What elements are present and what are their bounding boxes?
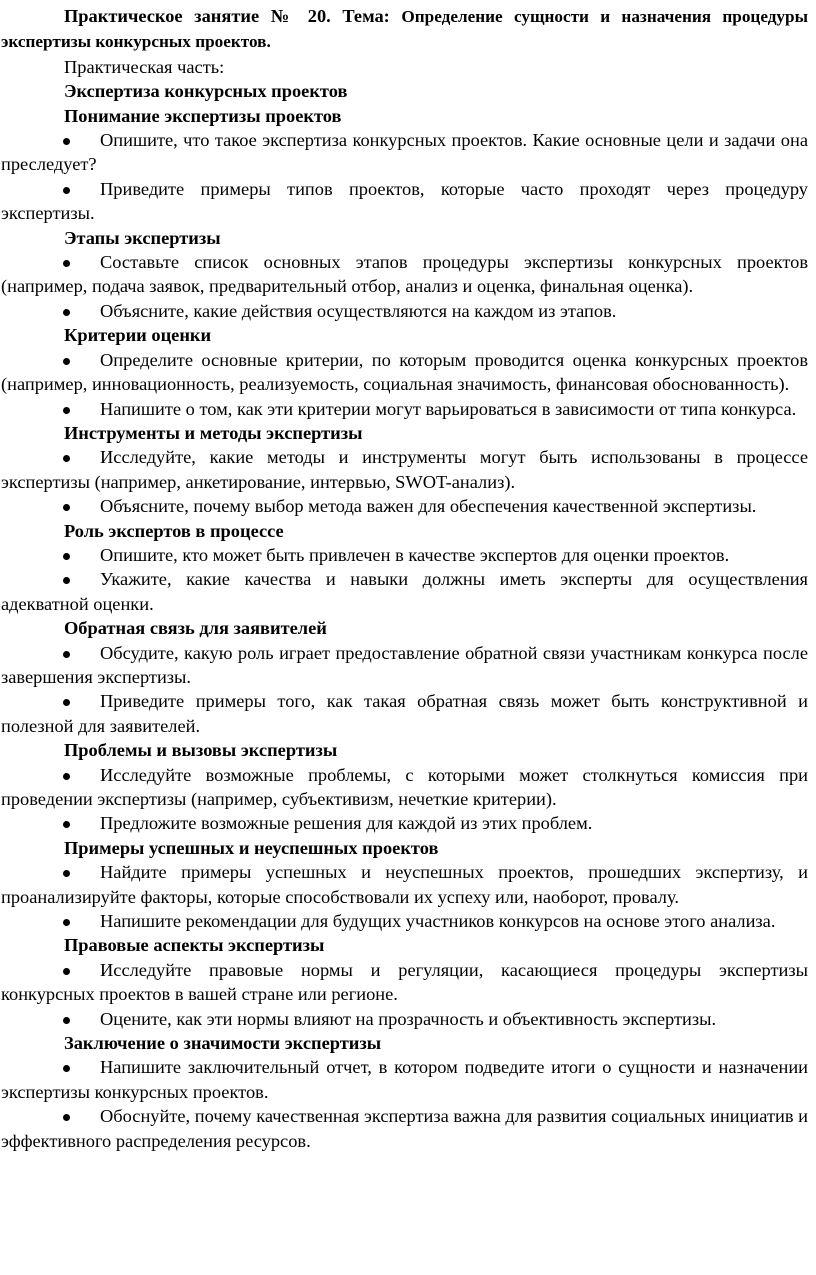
bullet-icon	[63, 699, 70, 706]
bullet-icon	[63, 577, 70, 584]
list-item	[1, 397, 808, 421]
title-topic: Определение сущности и назначения процедуры экспертизы конкурсных проектов.	[1, 7, 808, 52]
list-item-text: Обоснуйте, почему качественная экспертиза важна для развития социальных инициатив и эффективного распределения ресурсов.	[1, 1106, 808, 1151]
bullet-icon	[63, 504, 70, 511]
bullet-icon	[63, 821, 70, 828]
bullet-icon	[63, 358, 70, 365]
list-item-text: Напишите рекомендации для будущих участников конкурсов на основе этого анализа.	[100, 911, 776, 932]
document-title	[1, 4, 808, 55]
list-item-text: Объясните, какие действия осуществляются на каждом из этапов.	[100, 300, 617, 321]
list-item-text: Определите основные критерии, по которым проводится оценка конкурсных проектов (например, инновационность, реализуемость, социальная значимость, финансовая обоснованность).	[1, 349, 808, 395]
intro-text: Практическая часть:	[64, 56, 225, 77]
list-item	[1, 1007, 808, 1031]
list-item	[1, 860, 808, 909]
list-item-text: Приведите примеры того, как такая обратная связь может быть конструктивной и полезной для заявителей.	[1, 691, 808, 736]
list-item	[1, 177, 808, 226]
list-item-text: Найдите примеры успешных и неуспешных проектов, прошедших экспертизу, и проанализируйте факторы, которые способствовали их успеху или, наоборот, провалу.	[1, 862, 808, 907]
list-item	[1, 494, 808, 518]
list-item	[1, 811, 808, 835]
section-heading: Критерии оценки	[64, 325, 212, 346]
list-item-text: Обсудите, какую роль играет предоставление обратной связи участникам конкурса после завершения экспертизы.	[1, 642, 808, 687]
bullet-icon	[63, 870, 70, 877]
list-item	[1, 567, 808, 616]
section-heading: Примеры успешных и неуспешных проектов	[64, 837, 439, 858]
list-item	[1, 543, 808, 567]
list-item	[1, 128, 808, 177]
section-heading: Заключение о значимости экспертизы	[64, 1033, 382, 1054]
section-heading: Обратная связь для заявителей	[64, 618, 327, 639]
list-item	[1, 1104, 808, 1153]
list-item	[1, 445, 808, 494]
section-examples	[1, 836, 808, 934]
bullet-icon	[63, 260, 70, 267]
list-item-text: Объясните, почему выбор метода важен для обеспечения качественной экспертизы.	[100, 496, 757, 517]
bullet-icon	[63, 651, 70, 658]
section-experts	[1, 519, 808, 617]
section-heading: Инструменты и методы экспертизы	[64, 422, 363, 443]
list-item	[1, 1055, 808, 1104]
section-heading: Этапы экспертизы	[64, 227, 221, 248]
section-heading: Правовые аспекты экспертизы	[64, 935, 325, 956]
bullet-icon	[63, 773, 70, 780]
bullet-icon	[63, 138, 70, 145]
bullet-icon	[63, 455, 70, 462]
title-lead: Практическое занятие № 20. Тема:	[64, 6, 402, 26]
bullet-icon	[63, 553, 70, 560]
bullet-icon	[63, 968, 70, 975]
section-methods	[1, 421, 808, 519]
list-item-text: Опишите, кто может быть привлечен в качестве экспертов для оценки проектов.	[100, 544, 730, 565]
bullet-icon	[63, 309, 70, 316]
list-item	[1, 641, 808, 690]
bullet-icon	[63, 1017, 70, 1024]
list-item-text: Напишите заключительный отчет, в котором подведите итоги о сущности и назначении экспертизы конкурсных проектов.	[1, 1057, 808, 1102]
list-item-text: Составьте список основных этапов процедуры экспертизы конкурсных проектов (например, подача заявок, предварительный отбор, анализ и оценка, финальная оценка).	[1, 252, 808, 297]
section-heading: Понимание экспертизы проектов	[64, 105, 342, 126]
list-item	[1, 958, 808, 1007]
bullet-icon	[63, 1065, 70, 1072]
list-item-text: Предложите возможные решения для каждой из этих проблем.	[100, 813, 593, 834]
list-item-text: Опишите, что такое экспертиза конкурсных проектов. Какие основные цели и задачи она преследует?	[1, 130, 808, 175]
list-item	[1, 348, 808, 397]
section-feedback	[1, 616, 808, 738]
section-criteria	[1, 323, 808, 421]
section-legal	[1, 933, 808, 1031]
list-item-text: Приведите примеры типов проектов, которые часто проходят через процедуру экспертизы.	[1, 178, 808, 224]
section-understanding	[1, 104, 808, 226]
section-heading: Проблемы и вызовы экспертизы	[64, 740, 338, 761]
list-item-text: Оцените, как эти нормы влияют на прозрачность и объективность экспертизы.	[100, 1008, 717, 1029]
bullet-icon	[63, 919, 70, 926]
list-item	[1, 250, 808, 299]
list-item	[1, 909, 808, 933]
main-heading: Экспертиза конкурсных проектов	[64, 81, 348, 102]
bullet-icon	[63, 187, 70, 194]
list-item-text: Исследуйте, какие методы и инструменты могут быть использованы в процессе экспертизы (например, анкетирование, интервью, SWOT-анализ).	[1, 447, 808, 492]
section-conclusion	[1, 1031, 808, 1153]
section-stages	[1, 226, 808, 324]
list-item-text: Укажите, какие качества и навыки должны иметь эксперты для осуществления адекватной оценки.	[1, 569, 808, 614]
list-item-text: Напишите о том, как эти критерии могут варьироваться в зависимости от типа конкурса.	[100, 398, 797, 419]
list-item-text: Исследуйте правовые нормы и регуляции, касающиеся процедуры экспертизы конкурсных проектов в вашей стране или регионе.	[1, 959, 808, 1005]
list-item	[1, 299, 808, 323]
section-problems	[1, 738, 808, 836]
bullet-icon	[63, 407, 70, 414]
bullet-icon	[63, 1114, 70, 1121]
list-item	[1, 689, 808, 738]
list-item	[1, 763, 808, 812]
list-item-text: Исследуйте возможные проблемы, с которыми может столкнуться комиссия при проведении экспертизы (например, субъективизм, нечеткие критерии).	[1, 764, 808, 809]
section-heading: Роль экспертов в процессе	[64, 520, 284, 541]
